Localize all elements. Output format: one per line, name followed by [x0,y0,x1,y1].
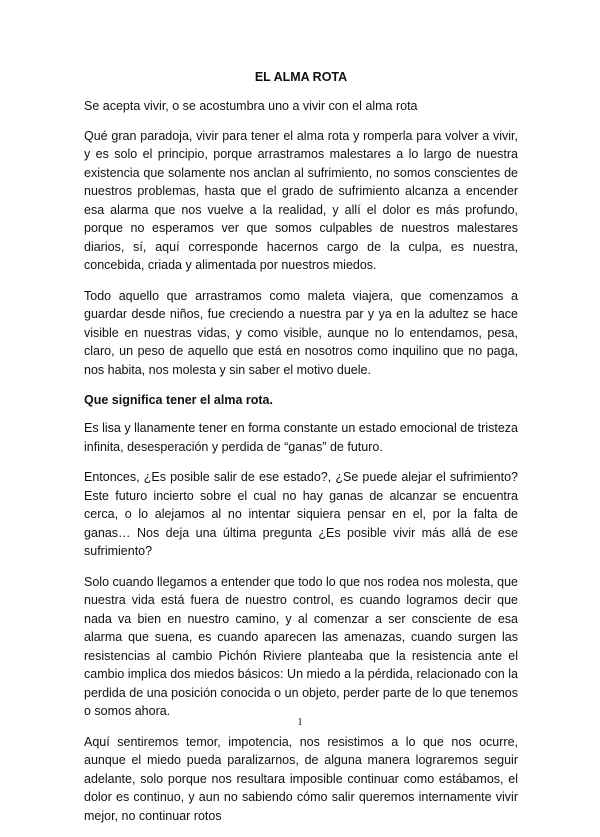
intro-line: Se acepta vivir, o se acostumbra uno a vivir con el alma rota [84,99,418,113]
document-title: EL ALMA ROTA [254,70,348,84]
section-heading: Que significa tener el alma rota. [84,393,273,407]
paragraph: Qué gran paradoja, vivir para tener el alma rota y romperla para volver a vivir, y es solo el principio, porque arrastramos malestares a lo largo de nuestra existencia que solamente nos anclan al sufrimiento, no somos conscientes de nuestros problemas, hasta que el grado de sufrimiento alcanza a encender esa alarma que nos vuelve a la realidad, y allí el dolor es más profundo, porque no esperamos ver que somos culpables de nuestros malestares diarios, sí, aquí corresponde hacernos cargo de la culpa, es nuestra, concebida, criada y alimentada por nuestros miedos. [84,128,518,272]
paragraph: Solo cuando llegamos a entender que todo lo que nos rodea nos molesta, que nuestra vida está fuera de nuestro control, es cuando logramos decir que nada va bien en nuestro camino, y al comenzar a ser consciente de esa alarma que suena, es cuando aparecen las amenazas, cuando surgen las resistencias al cambio Pichón Riviere planteaba que la resistencia ante el cambio implica dos miedos básicos: Un miedo a la pérdida, relacionado con la perdida de una posición conocida o un objeto, perder parte de lo que tenemos o somos ahora. [84,574,518,718]
paragraph: Entonces, ¿Es posible salir de ese estado?, ¿Se puede alejar el sufrimiento? Este futuro incierto sobre el cual no hay ganas de alcanzar se encuentra cerca, o lo alejamos al no intentar siquiera pensar en el, por la falta de ganas… Nos deja una última pregunta ¿Es posible vivir más allá de ese sufrimiento? [84,470,518,558]
paragraph: Aquí sentiremos temor, impotencia, nos resistimos a lo que nos ocurre, aunque el miedo pueda paralizarnos, de alguna manera lograremos seguir adelante, solo porque nos resultara imposible continuar como estábamos, el dolor es continuo, y aun no sabiendo cómo salir queremos internamente vivir mejor, no continuar rotos [84,734,518,823]
paragraph: Todo aquello que arrastramos como maleta viajera, que comenzamos a guardar desde niños, fue creciendo a nuestra par y ya en la adultez se hace visible en nuestras vidas, y como visible, aunque no lo entendamos, pesa, claro, un peso de aquello que está en nosotros como inquilino que no paga, nos habita, nos molesta y sin saber el motivo duele. [84,288,518,377]
paragraph: Es lisa y llanamente tener en forma constante un estado emocional de tristeza infinita, desesperación y perdida de “ganas” de futuro. [84,421,518,454]
page-number: 1 [297,716,303,728]
